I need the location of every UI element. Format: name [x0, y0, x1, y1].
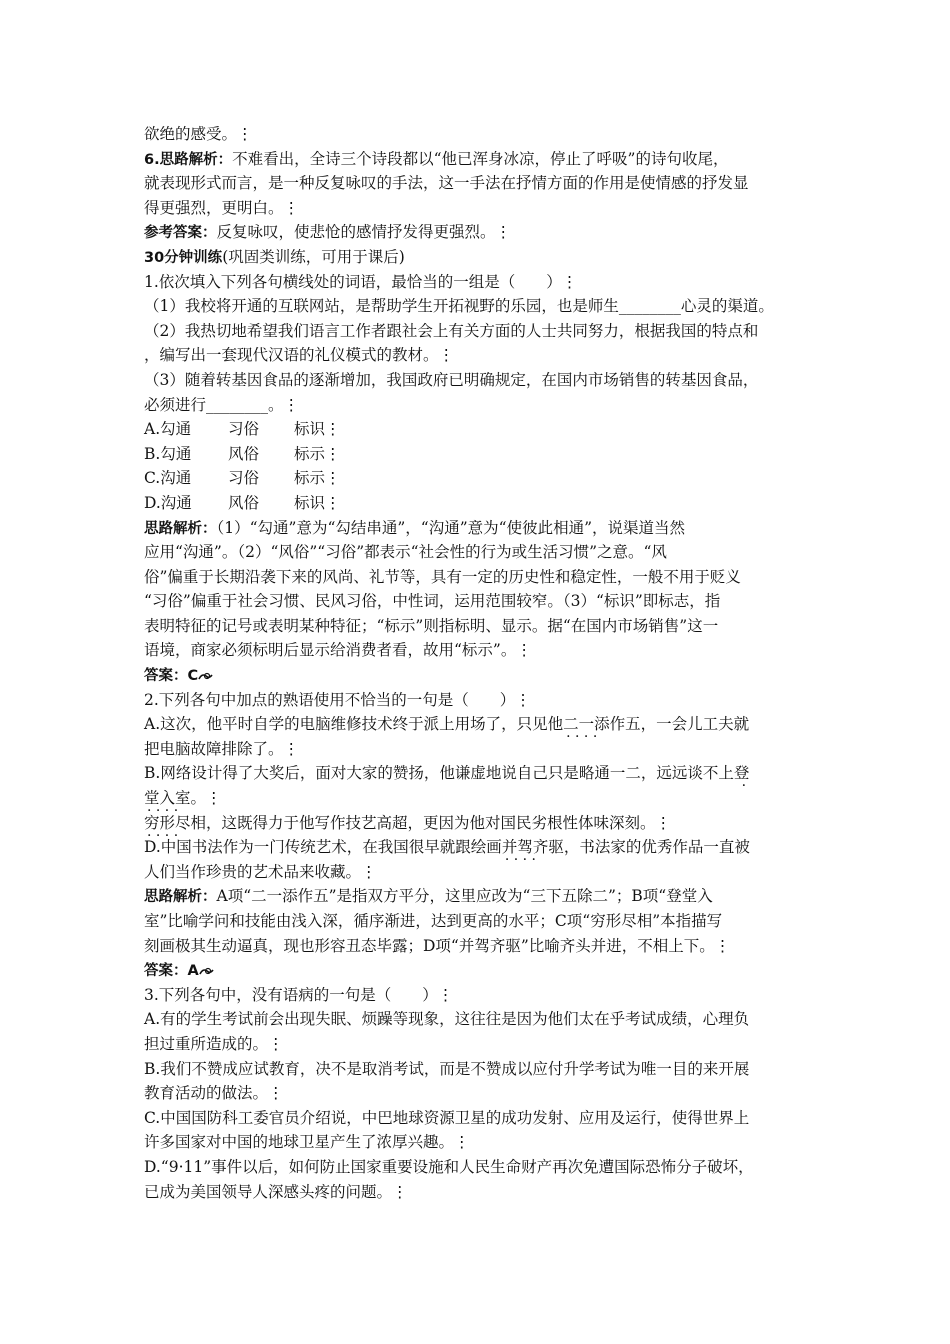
- text-line: 参考答案：反复咏叹，使悲怆的感情抒发得更强烈。⋮: [144, 223, 512, 242]
- text-line: 必须进行________。⋮: [144, 395, 300, 414]
- text-line: 欲绝的感受。⋮: [144, 125, 253, 143]
- text-line: 穷形尽相 · · · ·，这既得力于他写作技艺高超，更因为他对国民劣根性体味深刻。⋮: [144, 811, 816, 836]
- text-line: 担过重所造成的。⋮: [144, 1034, 284, 1053]
- text-line: B.我们不赞成应试教育，决不是取消考试，而是不赞成以应付升学考试为唯一目的来开展: [144, 1059, 750, 1078]
- text-line: B.网络设计得了大奖后，面对大家的赞扬，他谦虚地说自己只是略通一二，远远谈不上登: [144, 761, 816, 786]
- text-line: （3）随着转基因食品的逐渐增加，我国政府已明确规定，在国内市场销售的转基因食品，: [144, 370, 759, 389]
- text-line: 语境，商家必须标明后显示给消费者看，故用“标示”。⋮: [144, 641, 532, 660]
- option-b: B.勾通 风俗 标示⋮: [144, 444, 341, 463]
- question-1: 1.依次填入下列各句横线处的词语，最恰当的一组是（ ）⋮: [144, 272, 578, 291]
- text-line: 表明特征的记号或表明某种特征；“标示”则指标明、显示。据“在国内市场销售”这一: [144, 616, 719, 635]
- option-c: C.沟通 习俗 标示⋮: [144, 469, 341, 488]
- option-a: A.勾通 习俗 标识⋮: [144, 420, 341, 439]
- text-line: 已成为美国领导人深感头疼的问题。⋮: [144, 1182, 408, 1201]
- text-line: C.中国国防科工委官员介绍说，中巴地球资源卫星的成功发射、应用及运行，使得世界上: [144, 1108, 750, 1127]
- dotted-idiom: 并驾齐驱 · · · ·: [502, 835, 564, 860]
- text-line: 教育活动的做法。⋮: [144, 1084, 284, 1103]
- text-line: 应用“沟通”。（2）“风俗”“习俗”都表示“社会性的行为或生活习惯”之意。“风: [144, 543, 667, 562]
- option-d: D.沟通 风俗 标识⋮: [144, 493, 341, 512]
- text-line: 思路解析：A项“二一添作五”是指双方平分，这里应改为“三下五除二”；B项“登堂入: [144, 887, 713, 906]
- label-analysis: 6.思路解析：: [144, 151, 233, 168]
- text-line: 许多国家对中国的地球卫星产生了浓厚兴趣。⋮: [144, 1133, 470, 1152]
- dotted-idiom: 二一添作五 · · · ·: [563, 712, 641, 737]
- text-line: 6.思路解析：不难看出，全诗三个诗段都以“他已浑身冰凉，停止了呼吸”的诗句收尾，: [144, 149, 729, 168]
- snail-icon: [198, 671, 214, 681]
- text-line: 俗”偏重于长期沿袭下来的风尚、礼节等，具有一定的历史性和稳定性，一般不用于贬义: [144, 567, 741, 586]
- text-line: 室”比喻学问和技能由浅入深，循序渐进，达到更高的水平；C项“穷形尽相”本指描写: [144, 912, 723, 930]
- document-page: [144, 122, 816, 1204]
- text-line: 思路解析：（1）“勾通”意为“勾结串通”，“沟通”意为“使彼此相通”，说渠道当然: [144, 518, 686, 537]
- label-analysis: 思路解析：: [144, 520, 217, 537]
- text-line: A.有的学生考试前会出现失眠、烦躁等现象，这往往是因为他们太在乎考试成绩，心理负: [144, 1010, 750, 1029]
- answer-line: 答案：C: [144, 663, 816, 688]
- text-line: A.这次，他平时自学的电脑维修技术终于派上用场了，只见他二一添作五 · · · ·，一会儿工夫就: [144, 712, 816, 737]
- dotted-idiom: 登: [733, 764, 750, 783]
- text-line: 得更强烈，更明白。⋮: [144, 198, 300, 217]
- text-line: ，编写出一套现代汉语的礼仪模式的教材。⋮: [144, 346, 455, 365]
- label-analysis: 思路解析：: [144, 889, 217, 906]
- text-line: D.“9·11”事件以后，如何防止国家重要设施和人民生命财产再次免遭国际恐怖分子破坏，: [144, 1157, 754, 1176]
- text-line: D.中国书法作为一门传统艺术，在我国很早就跟绘画并驾齐驱 · · · ·，书法家的优秀作品一直被: [144, 835, 816, 860]
- question-3: 3.下列各句中，没有语病的一句是（ ）⋮: [144, 985, 454, 1004]
- dotted-idiom: 堂入室 · · · ·: [144, 786, 191, 811]
- text-line: 人们当作珍贵的艺术品来收藏。⋮: [144, 862, 377, 881]
- text-line: 堂入室 · · · ·。⋮: [144, 786, 816, 811]
- snail-icon: [199, 966, 215, 976]
- question-2: 2.下列各句中加点的熟语使用不恰当的一句是（ ）⋮: [144, 690, 531, 709]
- text-line: 把电脑故障排除了。⋮: [144, 739, 300, 758]
- text-line: “习俗”偏重于社会习惯、民风习俗，中性词，运用范围较窄。（3）“标识”即标志，指: [144, 592, 721, 611]
- text-line: （2）我热切地希望我们语言工作者跟社会上有关方面的人士共同努力，根据我国的特点和: [144, 321, 759, 340]
- dotted-idiom: 穷形尽相 · · · ·: [144, 811, 206, 836]
- answer-line: 答案：A: [144, 958, 816, 983]
- text-line: 就表现形式而言，是一种反复咏叹的手法，这一手法在抒情方面的作用是使情感的抒发显: [144, 174, 749, 193]
- text-line: 刻画极其生动逼真，现也形容丑态毕露；D项“并驾齐驱”比喻齐头并进，不相上下。⋮: [144, 936, 731, 955]
- label-answer: 参考答案：: [144, 225, 217, 242]
- text-line: （1）我校将开通的互联网站，是帮助学生开拓视野的乐园，也是师生________心灵的渠道。: [144, 297, 774, 316]
- section-heading: 30分钟训练(巩固类训练，可用于课后): [144, 247, 405, 266]
